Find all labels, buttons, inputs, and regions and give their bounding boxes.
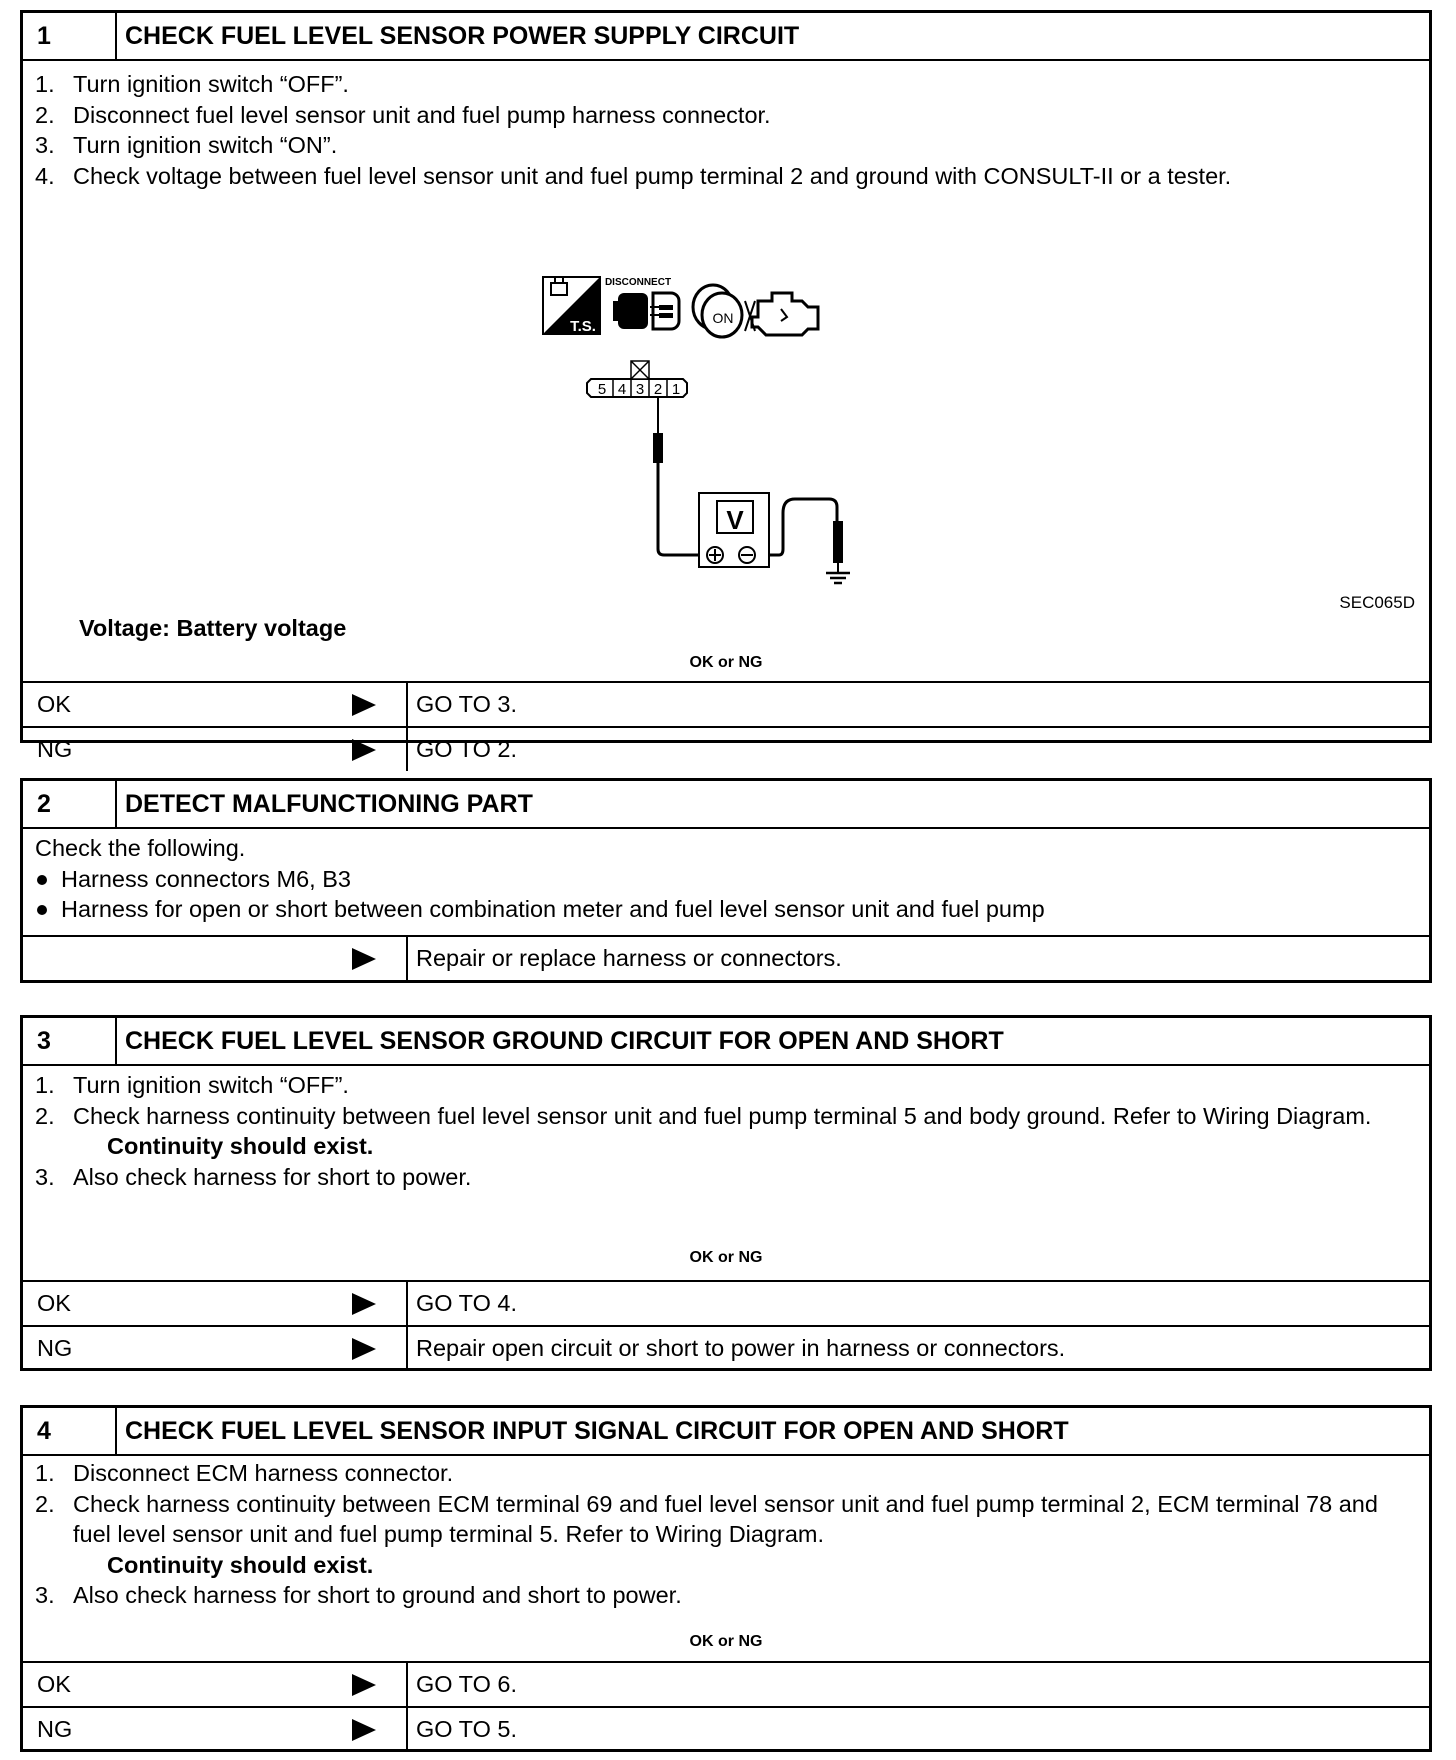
- intro-text: Check the following.: [35, 835, 246, 861]
- arrow-right-icon: [352, 1338, 376, 1360]
- item-number: 3.: [35, 1163, 55, 1190]
- harness-connector: [587, 361, 687, 398]
- bullet-icon: [37, 905, 47, 915]
- result-condition: NG: [37, 1335, 73, 1361]
- item-number: 3.: [35, 1582, 55, 1608]
- item-text: Harness connectors M6, B3: [61, 865, 351, 892]
- step-number: 1: [23, 13, 117, 59]
- item-number: 2.: [35, 1102, 55, 1129]
- ground-icon: [826, 573, 850, 583]
- arrow-right-icon: [352, 694, 376, 716]
- svg-text:DISCONNECT: DISCONNECT: [604, 277, 672, 288]
- step-number: 4: [23, 1408, 117, 1454]
- spec-text: Continuity should exist.: [107, 1133, 374, 1159]
- step-3: [20, 1015, 1432, 1371]
- item-text: Disconnect ECM harness connector.: [73, 1460, 454, 1486]
- svg-text:V: V: [726, 505, 744, 535]
- arrow-right-icon: [352, 1674, 376, 1696]
- step-header: [23, 13, 1429, 61]
- item-text: Also check harness for short to power.: [73, 1163, 472, 1190]
- arrow-right-icon: [352, 739, 376, 761]
- item-number: 2.: [35, 101, 55, 128]
- ignition-key-on-icon: [693, 285, 742, 337]
- list-item: [35, 894, 1417, 925]
- result-action: GO TO 2.: [416, 736, 517, 762]
- step-body: [23, 829, 1429, 935]
- list-item: [35, 1489, 1417, 1550]
- item-text: Turn ignition switch “ON”.: [73, 132, 338, 158]
- test-switch-icon: [543, 277, 600, 335]
- result-row-ok: [23, 1280, 1429, 1325]
- result-row-ok: [23, 1661, 1429, 1706]
- step-title: CHECK FUEL LEVEL SENSOR GROUND CIRCUIT FOR OPEN AND SHORT: [125, 1027, 1004, 1055]
- result-row-ng: [23, 1706, 1429, 1751]
- item-text: Check voltage between fuel level sensor unit and fuel pump terminal 2 and ground with CONSULT-II or a tester.: [73, 162, 1232, 189]
- svg-text:ON: ON: [712, 310, 734, 326]
- svg-text:3: 3: [635, 381, 645, 398]
- result-row: [23, 935, 1429, 980]
- figure-id: SEC065D: [1339, 593, 1415, 612]
- item-number: 2.: [35, 1490, 55, 1517]
- item-text: Turn ignition switch “OFF”.: [73, 1072, 349, 1098]
- result-action: Repair or replace harness or connectors.: [416, 945, 842, 971]
- svg-text:4: 4: [617, 381, 627, 398]
- result-row-ng: [23, 726, 1429, 771]
- bullet-icon: [37, 875, 47, 885]
- list-item: [35, 1162, 1417, 1193]
- item-number: 1.: [35, 71, 55, 97]
- item-text: Harness for open or short between combination meter and fuel level sensor unit and fuel pump: [61, 896, 1045, 922]
- step-header: [23, 1018, 1429, 1066]
- item-text: Check harness continuity between ECM terminal 69 and fuel level sensor unit and fuel pump terminal 2, ECM terminal 78 and fuel level sensor unit and fuel pump terminal 5. Refer to Wiring Diagram.: [73, 1490, 1378, 1547]
- step-title: CHECK FUEL LEVEL SENSOR POWER SUPPLY CIRCUIT: [125, 22, 800, 50]
- result-condition: OK: [37, 1671, 71, 1697]
- list-item: [35, 1101, 1417, 1132]
- step-title: CHECK FUEL LEVEL SENSOR INPUT SIGNAL CIRCUIT FOR OPEN AND SHORT: [125, 1417, 1069, 1445]
- list-item: [35, 864, 1417, 895]
- step-1: [20, 10, 1432, 762]
- result-condition: NG: [37, 1716, 73, 1742]
- item-text: Turn ignition switch “OFF”.: [73, 71, 349, 97]
- spec-text: Continuity should exist.: [107, 1551, 374, 1578]
- result-condition: NG: [37, 736, 73, 762]
- step-2: [20, 778, 1432, 983]
- disconnect-connector-icon: [605, 277, 679, 329]
- step-title: DETECT MALFUNCTIONING PART: [125, 790, 533, 818]
- item-number: 1.: [35, 1460, 55, 1486]
- svg-text:1: 1: [671, 381, 681, 398]
- result-row-ok: [23, 681, 1429, 726]
- item-number: 1.: [35, 1072, 55, 1098]
- arrow-right-icon: [352, 1293, 376, 1315]
- step-body: [23, 61, 1429, 646]
- ok-or-ng-label: OK or NG: [689, 1633, 763, 1650]
- engine-icon: [745, 293, 818, 335]
- ok-or-ng-label: OK or NG: [689, 654, 763, 671]
- step-header: [23, 781, 1429, 829]
- svg-text:5: 5: [597, 381, 607, 398]
- arrow-right-icon: [352, 948, 376, 970]
- arrow-right-icon: [352, 1719, 376, 1741]
- result-condition: OK: [37, 691, 71, 717]
- result-row-ng: [23, 1325, 1429, 1370]
- step-header: [23, 1408, 1429, 1456]
- list-item: [35, 1580, 1417, 1611]
- item-number: 4.: [35, 162, 55, 189]
- list-item: [35, 1458, 1417, 1489]
- step-number: 2: [23, 781, 117, 827]
- svg-text:2: 2: [653, 381, 663, 398]
- step-body: [23, 1066, 1429, 1237]
- ok-or-ng-label: OK or NG: [689, 1249, 763, 1266]
- result-condition: OK: [37, 1290, 71, 1316]
- voltmeter: [699, 493, 769, 567]
- result-action: GO TO 6.: [416, 1671, 517, 1697]
- svg-text:T.S.: T.S.: [570, 318, 596, 335]
- step-body: [23, 1456, 1429, 1621]
- result-action: GO TO 5.: [416, 1716, 517, 1742]
- list-item: [35, 1070, 1417, 1101]
- step-number: 3: [23, 1018, 117, 1064]
- item-text: Check harness continuity between fuel level sensor unit and fuel pump terminal 5 and body ground. Refer to Wiring Diagram.: [73, 1102, 1372, 1129]
- item-text: Also check harness for short to ground and short to power.: [73, 1582, 682, 1608]
- step-4: [20, 1405, 1432, 1752]
- result-action: GO TO 3.: [416, 691, 517, 717]
- item-number: 3.: [35, 132, 55, 158]
- item-text: Disconnect fuel level sensor unit and fuel pump harness connector.: [73, 101, 771, 128]
- spec-text: Voltage: Battery voltage: [79, 615, 347, 641]
- voltage-check-diagram: [23, 61, 1429, 646]
- result-action: GO TO 4.: [416, 1290, 517, 1316]
- result-action: Repair open circuit or short to power in harness or connectors.: [416, 1335, 1066, 1361]
